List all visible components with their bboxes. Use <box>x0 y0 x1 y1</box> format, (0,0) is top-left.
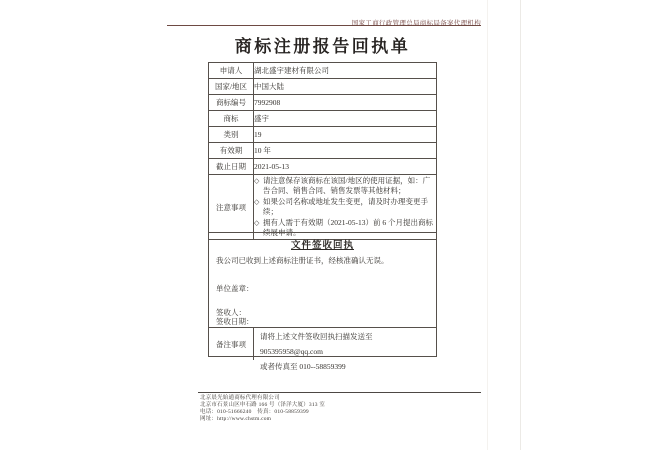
remarks-content <box>254 328 436 371</box>
notes-content <box>254 175 437 240</box>
note-text: 如果公司名称或地址发生变更，请及时办理变更手续； <box>263 197 428 216</box>
row-value-trademark: 盛宇 <box>254 111 437 127</box>
notes-row <box>209 175 437 240</box>
remarks-label: 备注事项 <box>209 328 254 360</box>
row-label-deadline: 截止日期 <box>209 159 254 175</box>
note-item <box>254 197 436 217</box>
table-row <box>209 63 437 79</box>
remarks-row <box>209 328 436 371</box>
remarks-line-email: 请将上述文件签收回执扫描发送至 905395958@qq.com <box>260 332 373 356</box>
row-label-trademark-number: 商标编号 <box>209 95 254 111</box>
footer-phones: 电话：010-51666240 传真：010-58859399 <box>200 409 309 415</box>
table-row <box>209 79 437 95</box>
scan-edge-artifact <box>520 0 521 450</box>
diamond-bullet-icon: ◇ <box>254 177 260 185</box>
row-label-validity: 有效期 <box>209 143 254 159</box>
notes-label: 注意事项 <box>209 175 254 240</box>
row-label-class: 类别 <box>209 127 254 143</box>
agency-header-note: 国家工商行政管理总局商标局备案代理机构 <box>351 20 481 27</box>
sign-date-label: 签收日期： <box>216 317 254 326</box>
row-label-trademark: 商标 <box>209 111 254 127</box>
row-value-country: 中国大陆 <box>254 79 437 95</box>
diamond-bullet-icon: ◇ <box>254 198 260 206</box>
footer-website: 网址：http://www.chstm.com <box>200 416 272 422</box>
agency-footer <box>200 395 480 423</box>
footer-address: 北京市石景山区申石路 166 号（泽洋大厦）313 室 <box>200 402 326 408</box>
row-value-class: 19 <box>254 127 437 143</box>
signer-label: 签收人： <box>216 308 246 317</box>
note-item <box>254 176 436 196</box>
stamp-label: 单位盖章： <box>216 284 254 293</box>
footer-company: 北京晨光始通商标代理有限公司 <box>200 395 280 401</box>
note-text: 请注意保存该商标在该国/地区的使用证据，如：广告合同、销售合同、销售发票等其他材料； <box>263 176 431 195</box>
page-title: 商标注册报告回执单 <box>234 37 411 56</box>
table-row <box>209 159 437 175</box>
table-row <box>209 111 437 127</box>
table-row <box>209 143 437 159</box>
row-value-applicant: 湖北盛宇建材有限公司 <box>254 63 437 79</box>
note-text: 拥有人需于有效期（2021-05-13）前 6 个月提出商标续展申请。 <box>263 218 433 237</box>
receipt-title: 文件签收回执 <box>290 241 354 251</box>
footer-rule <box>198 392 481 393</box>
remarks-line-fax: 或者传真至 010--58859399 <box>260 362 346 371</box>
receipt-signature-area <box>209 237 436 328</box>
table-row <box>209 127 437 143</box>
receipt-section <box>208 232 437 371</box>
scan-edge-artifact-2 <box>487 0 488 450</box>
row-value-deadline: 2021-05-13 <box>254 159 437 175</box>
header-rule <box>167 12 481 26</box>
receipt-statement: 我公司已收到上述商标注册证书，经核准确认无误。 <box>216 256 389 265</box>
row-value-trademark-number: 7992908 <box>254 95 437 111</box>
row-label-country: 国家/地区 <box>209 79 254 95</box>
table-row <box>209 95 437 111</box>
row-label-applicant: 申请人 <box>209 63 254 79</box>
trademark-info-table <box>208 62 437 240</box>
row-value-validity: 10 年 <box>254 143 437 159</box>
diamond-bullet-icon: ◇ <box>254 219 260 227</box>
